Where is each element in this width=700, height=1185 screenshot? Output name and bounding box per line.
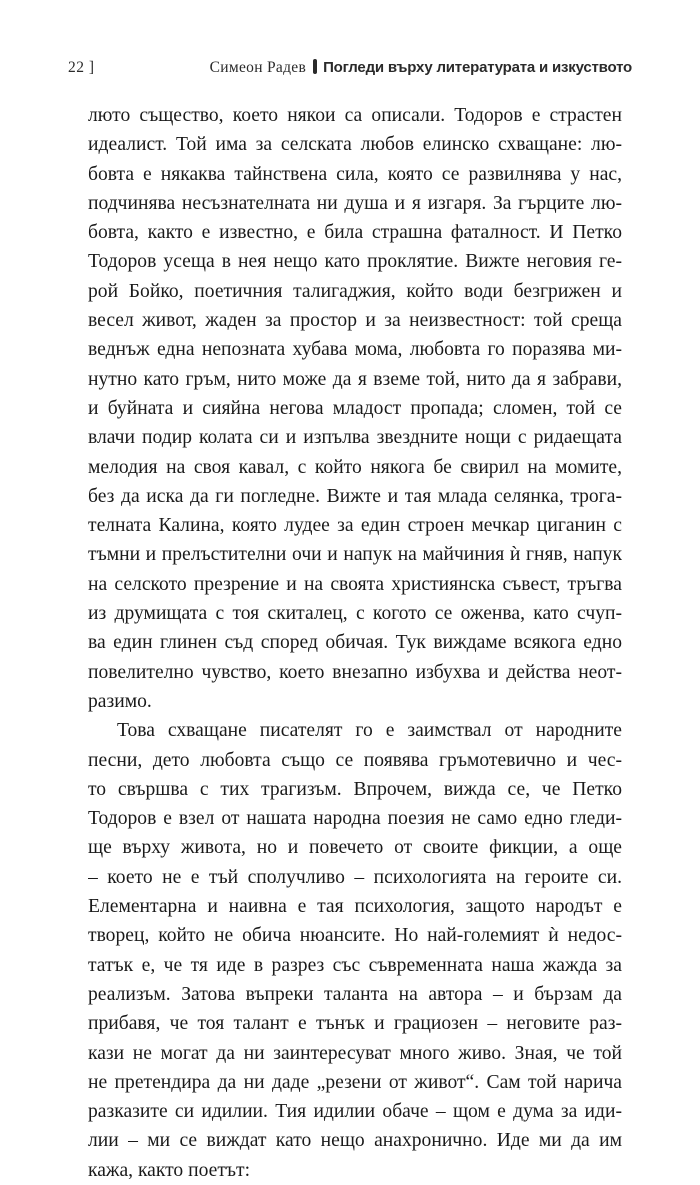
paragraph — [88, 716, 622, 1185]
text-line: бовта, както е известно, е била страшна фаталност. И Петко — [88, 222, 622, 244]
text-line: прибавя, че тоя талант е тънък и грациозен – неговите раз- — [88, 1013, 622, 1035]
text-line: влачи подир колата си и изпълва звездните нощи с ридаещата — [88, 427, 622, 449]
body-text — [88, 101, 622, 1185]
text-line: телната Калина, която лудее за един строен мечкар циганин с — [88, 515, 622, 537]
text-line: ще върху живота, но и повечето от своите фикции, а още — [88, 837, 622, 859]
text-line: и буйната и сияйна негова младост пропада; сломен, той се — [88, 397, 622, 419]
text-line: разказите си идилии. Тия идилии обаче – щом е дума за иди- — [88, 1101, 622, 1123]
text-line: творец, който не обича нюансите. Но най-големият ѝ недос- — [88, 925, 622, 947]
text-line: подчинява несъзнателната ни душа и я изгаря. За гърците лю- — [88, 192, 622, 214]
running-head-title — [210, 59, 632, 77]
paragraph — [88, 101, 622, 716]
text-line: кажа, както поетът: — [88, 1159, 251, 1181]
text-line: не претендира да ни даде „резени от живот“. Сам той нарича — [88, 1071, 622, 1093]
text-line: реализъм. Затова въпреки таланта на автора – и бързам да — [88, 983, 622, 1005]
text-line: татък е, че тя иде в разрез със съвременната наша жажда за — [88, 954, 622, 976]
text-line: идеалист. Той има за селската любов елинско схващане: лю- — [88, 134, 622, 156]
text-line: рой Бойко, поетичния талигаджия, който води безгрижен и — [88, 280, 622, 302]
text-line: без да иска да ги погледне. Вижте и тая млада селянка, трога- — [88, 485, 622, 507]
text-line: веднъж една непозната хубава мома, любовта го поразява ми- — [88, 339, 622, 361]
text-line: Тодоров усеща в нея нещо като проклятие. Вижте неговия ге- — [88, 251, 622, 273]
page-number: 22 ] — [68, 59, 95, 76]
running-head — [68, 59, 632, 83]
text-line: нутно като гръм, нито може да я вземе той, нито да я забрави, — [88, 368, 622, 390]
book-title: Погледи върху литературата и изкуството — [323, 59, 632, 76]
text-line: весел живот, жаден за простор и за неизвестност: той среща — [88, 310, 622, 332]
text-line: кази не могат да ни заинтересуват много живо. Зная, че той — [88, 1042, 622, 1064]
text-line: мелодия на своя кавал, с който някога бе свирил на момите, — [88, 456, 622, 478]
text-line: Тодоров е взел от нашата народна поезия не само едно гледи- — [88, 808, 622, 830]
text-line: Това схващане писателят го е заимствал от народните — [117, 720, 622, 742]
separator-mark — [313, 59, 317, 74]
text-line: песни, дето любовта също се появява гръмотевично и чес- — [88, 749, 622, 771]
text-line: – което не е тъй сполучливо – психологията на героите си. — [88, 866, 622, 888]
text-line: из друмищата с тоя скиталец, с когото се оженва, като счуп- — [88, 603, 622, 625]
author-name: Симеон Радев — [209, 59, 307, 76]
text-line: повелително чувство, което внезапно избухва и действа неот- — [88, 661, 622, 683]
text-line: ва един глинен съд според обичая. Тук виждаме всякога едно — [88, 632, 622, 654]
text-line: лии – ми се виждат като нещо анахронично. Иде ми да им — [88, 1130, 622, 1152]
text-line: на селското презрение и на своята християнска съвест, тръгва — [88, 573, 622, 595]
text-line: люто същество, което някои са описали. Тодоров е страстен — [88, 105, 622, 126]
text-line: тъмни и прелъстителни очи и напук на майчиния ѝ гняв, напук — [88, 544, 622, 566]
text-line: разимо. — [88, 690, 152, 712]
text-line: бовта е някаква тайнствена сила, която се развилнява у нас, — [88, 163, 622, 185]
text-line: Елементарна и наивна е тая психология, защото народът е — [88, 896, 622, 918]
text-line: то свършва с тих трагизъм. Впрочем, вижда се, че Петко — [88, 778, 622, 800]
